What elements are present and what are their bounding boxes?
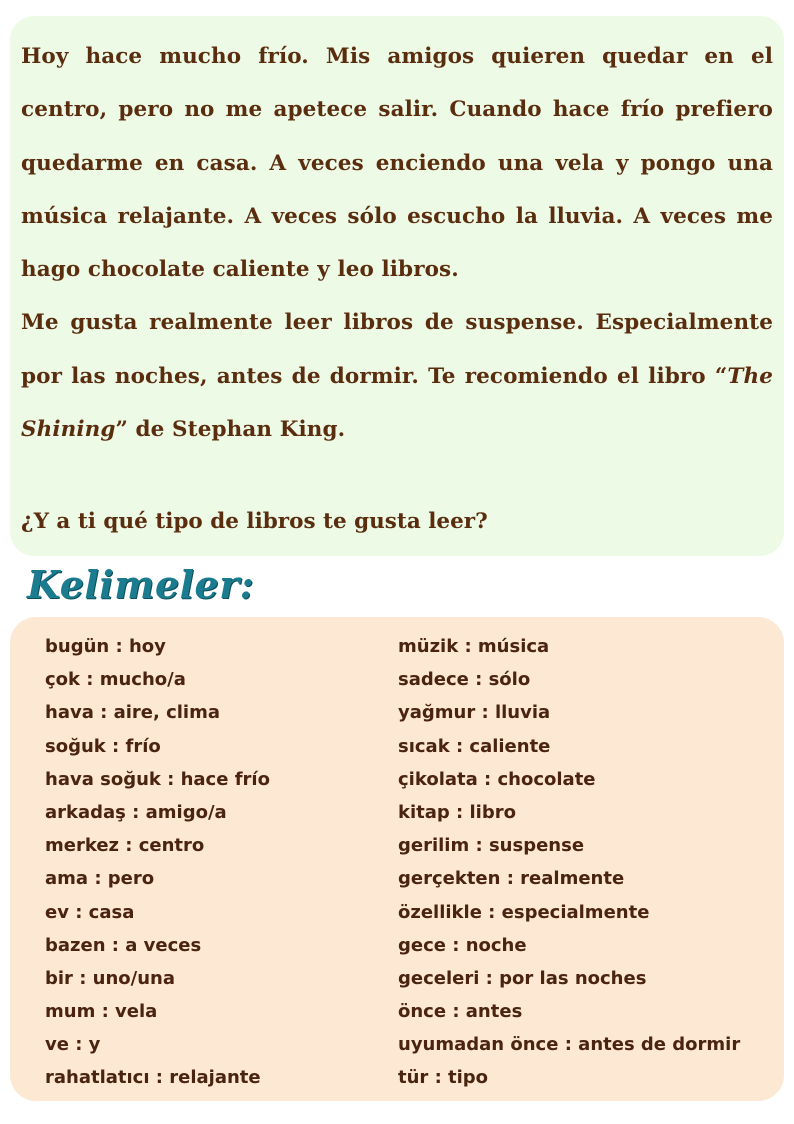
vocab-item: ve : y bbox=[45, 1034, 101, 1056]
vocab-item: bugün : hoy bbox=[45, 636, 166, 657]
vocab-item: kitap : libro bbox=[398, 801, 516, 823]
vocab-item: bir : uno/una bbox=[45, 967, 176, 989]
vocab-column-right bbox=[398, 633, 740, 1098]
vocab-item: bazen : a veces bbox=[45, 934, 202, 956]
vocab-item: gerçekten : realmente bbox=[398, 868, 625, 890]
vocab-item: rahatlatıcı : relajante bbox=[45, 1067, 261, 1089]
vocab-card bbox=[10, 617, 784, 1101]
vocab-column-left bbox=[45, 633, 270, 1098]
reading-paragraph-2-end: ” de Stephan King. bbox=[115, 417, 346, 443]
vocab-item: mum : vela bbox=[45, 1001, 158, 1023]
vocab-heading: Kelimeler: bbox=[27, 562, 255, 607]
vocab-item: uyumadan önce : antes de dormir bbox=[398, 1034, 741, 1056]
reading-paragraph-2-start: Me gusta realmente leer libros de suspense. Especialmente por las noches, antes de dormir. Te recomiendo el libro “ bbox=[21, 310, 773, 389]
vocab-item: ama : pero bbox=[45, 868, 155, 890]
reading-paragraph-2 bbox=[21, 296, 773, 456]
vocab-item: geceleri : por las noches bbox=[398, 967, 647, 989]
vocab-item: çok : mucho/a bbox=[45, 669, 186, 691]
vocab-item: tür : tipo bbox=[398, 1067, 489, 1089]
vocab-item: sıcak : caliente bbox=[398, 735, 551, 757]
vocab-item: ev : casa bbox=[45, 901, 135, 923]
vocab-item: çikolata : chocolate bbox=[398, 768, 596, 790]
vocab-item: hava soğuk : hace frío bbox=[45, 768, 270, 790]
book-title: The Shining bbox=[21, 363, 773, 443]
vocab-item: hava : aire, clima bbox=[45, 702, 220, 724]
vocab-item: müzik : música bbox=[398, 636, 550, 657]
vocab-item: merkez : centro bbox=[45, 835, 205, 857]
vocab-item: sadece : sólo bbox=[398, 669, 531, 691]
vocab-item: arkadaş : amigo/a bbox=[45, 801, 227, 823]
reading-paragraph-1: Hoy hace mucho frío. Mis amigos quieren quedar en el centro, pero no me apetece salir. Cuando hace frío prefiero quedarme en casa. A veces enciendo una vela y pongo una música relajante. A veces sólo escucho la lluvia. A veces me hago chocolate caliente y leo libros. bbox=[21, 44, 773, 283]
vocab-item: özellikle : especialmente bbox=[398, 901, 650, 923]
reading-card bbox=[10, 16, 784, 556]
vocab-item: önce : antes bbox=[398, 1001, 523, 1023]
vocab-item: gece : noche bbox=[398, 934, 527, 956]
question: ¿Y a ti qué tipo de libros te gusta leer? bbox=[21, 509, 488, 534]
vocab-item: soğuk : frío bbox=[45, 735, 161, 757]
vocab-item: gerilim : suspense bbox=[398, 835, 585, 857]
vocab-item: yağmur : lluvia bbox=[398, 702, 551, 724]
reading-text bbox=[21, 30, 773, 456]
